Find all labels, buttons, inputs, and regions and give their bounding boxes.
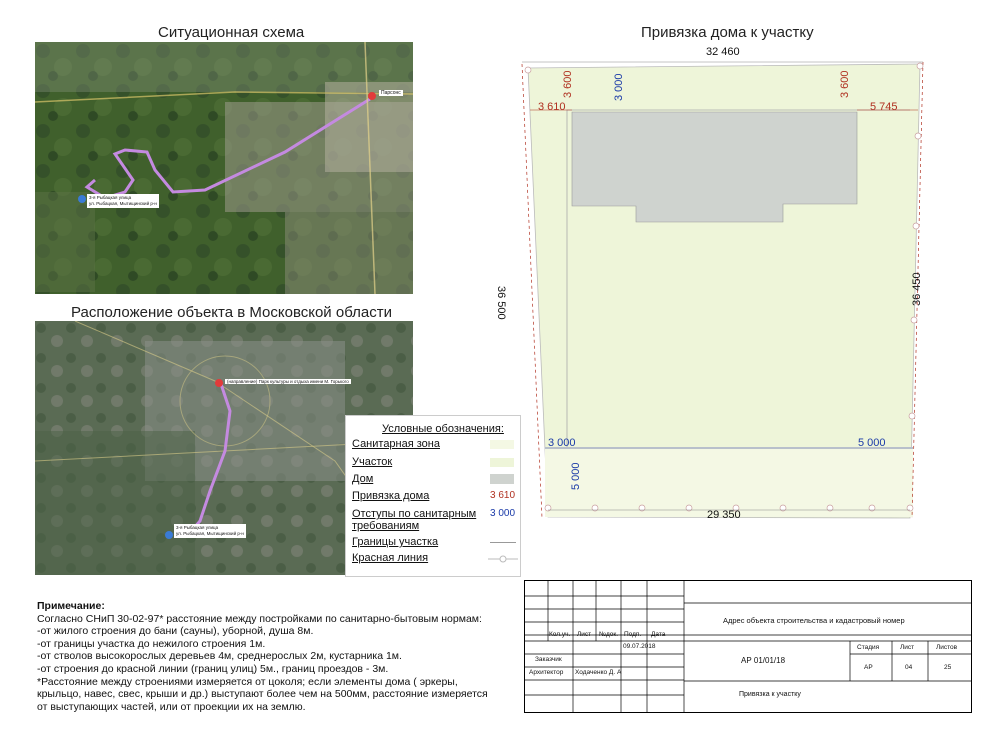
map-pin-label-a: Парсонс <box>381 90 401 96</box>
legend-sample-sanitary: 3 000 <box>490 508 516 519</box>
legend-item-house: Дом <box>352 473 374 485</box>
pin-b-line1: 3-я Рыбацкая улица <box>89 195 132 200</box>
stamp-stage-header: Стадия <box>857 644 880 651</box>
sanitary-zone <box>545 447 913 517</box>
legend-box <box>345 415 521 577</box>
dim-right-height: 36 450 <box>911 272 923 306</box>
stamp-sheets: 25 <box>944 664 952 671</box>
pin-marker-icon <box>165 531 173 539</box>
legend-offsets-line1: Отступы по санитарным <box>352 508 477 520</box>
title-block <box>524 580 972 713</box>
note-line: -от стволов высокорослых деревьев 4м, среднерослых 2м, кустарника 1м. <box>37 650 402 663</box>
situation-map-image <box>35 42 413 294</box>
note-heading: Примечание: <box>37 600 105 612</box>
dim-left-height: 36 500 <box>495 286 507 320</box>
binding-title: Привязка дома к участку <box>641 24 814 41</box>
note-line: -от жилого строения до бани (сауны), уборной, душа 8м. <box>37 625 314 638</box>
stamp-customer-label: Заказчик <box>535 656 562 663</box>
dim-top-width: 32 460 <box>706 46 740 58</box>
legend-item-plot: Участок <box>352 456 393 468</box>
dim-san-bottom-left: 3 000 <box>548 437 576 449</box>
legend-item-sanitary-zone: Санитарная зона <box>352 438 440 450</box>
pin-marker-icon <box>215 379 223 387</box>
legend-title: Условные обозначения: <box>382 423 504 435</box>
stamp-col-ndoc: №док. <box>599 631 619 638</box>
stamp-sheet: 04 <box>905 664 913 671</box>
stamp-col-list: Лист <box>577 631 592 638</box>
note-line: -от строения до красной линии (границ улиц) 5м., границ проездов - 3м. <box>37 662 389 675</box>
stamp-col-sign: Подп. <box>624 631 642 638</box>
legend-offsets-line2: требованиям <box>352 520 420 532</box>
stamp-code: АР 01/01/18 <box>741 656 786 665</box>
dim-bind-top-left: 3 600 <box>562 70 574 98</box>
stamp-stage: АР <box>864 664 873 671</box>
situation-title: Ситуационная схема <box>158 24 305 41</box>
dim-bind-right: 5 745 <box>870 101 898 113</box>
stamp-architect-label: Архитектор <box>529 669 564 676</box>
legend-item-binding: Привязка дома <box>352 490 430 502</box>
legend-item-red-line: Красная линия <box>352 552 429 564</box>
pin-b-line2: ул. Рыбацкая, Мытищинский р-н <box>176 531 244 536</box>
stamp-date: 09.07.2018 <box>623 643 656 650</box>
note-line: -от границы участка до нежилого строения 1м. <box>37 637 266 650</box>
dim-bind-left: 3 610 <box>538 101 566 113</box>
dim-san-top: 3 000 <box>613 73 625 101</box>
stamp-address: Адрес объекта строительства и кадастровый номер <box>723 616 905 625</box>
site-plan <box>500 40 950 530</box>
stamp-sheet-title: Привязка к участку <box>739 691 801 698</box>
note-line: Согласно СНиП 30-02-97* расстояние между постройками по санитарно-бытовым нормам: <box>37 612 482 625</box>
dim-bind-top-right: 3 600 <box>839 70 851 98</box>
legend-item-plot-borders: Границы участка <box>352 536 439 548</box>
note-line: *Расстояние между строениями измеряется от цоколя; если элементы дома ( эркеры, <box>37 675 458 688</box>
map-pin-label-b <box>174 524 246 538</box>
legend-sample-binding: 3 610 <box>490 490 516 501</box>
map-pin-label-b <box>87 194 159 208</box>
legend-sample-borders <box>490 542 516 543</box>
pin-marker-icon <box>78 195 86 203</box>
legend-sample-red-line <box>488 554 518 564</box>
stamp-sheets-header: Листов <box>936 644 958 651</box>
dim-san-bottom-right: 5 000 <box>858 437 886 449</box>
location-title: Расположение объекта в Московской области <box>71 304 392 321</box>
map-pin-label-a: (направление) Парк культуры и отдыха имени М. Горького <box>227 379 349 384</box>
pin-marker-icon <box>368 92 376 100</box>
legend-item-sanitary-offsets <box>352 508 476 532</box>
note-block <box>37 600 488 713</box>
stamp-col-kolvo: Кол.уч. <box>549 631 571 638</box>
stamp-sheet-header: Лист <box>900 644 915 651</box>
note-line: от выступающих частей, или от проекции их на землю. <box>37 700 306 713</box>
pin-b-line2: ул. Рыбацкая, Мытищинский р-н <box>89 201 157 206</box>
stamp-col-date: Дата <box>651 631 666 638</box>
stamp-architect-name: Ходаченко Д. А <box>575 669 622 676</box>
situation-map <box>35 42 413 294</box>
dim-bottom-width: 29 350 <box>707 509 741 521</box>
dim-san-bottom-vertical: 5 000 <box>570 462 582 490</box>
note-line: крыльцо, навес, свес, крыши и др.) выступают более чем на 500мм, расстояние измеряется <box>37 688 488 701</box>
pin-b-line1: 3-я Рыбацкая улица <box>176 525 219 530</box>
